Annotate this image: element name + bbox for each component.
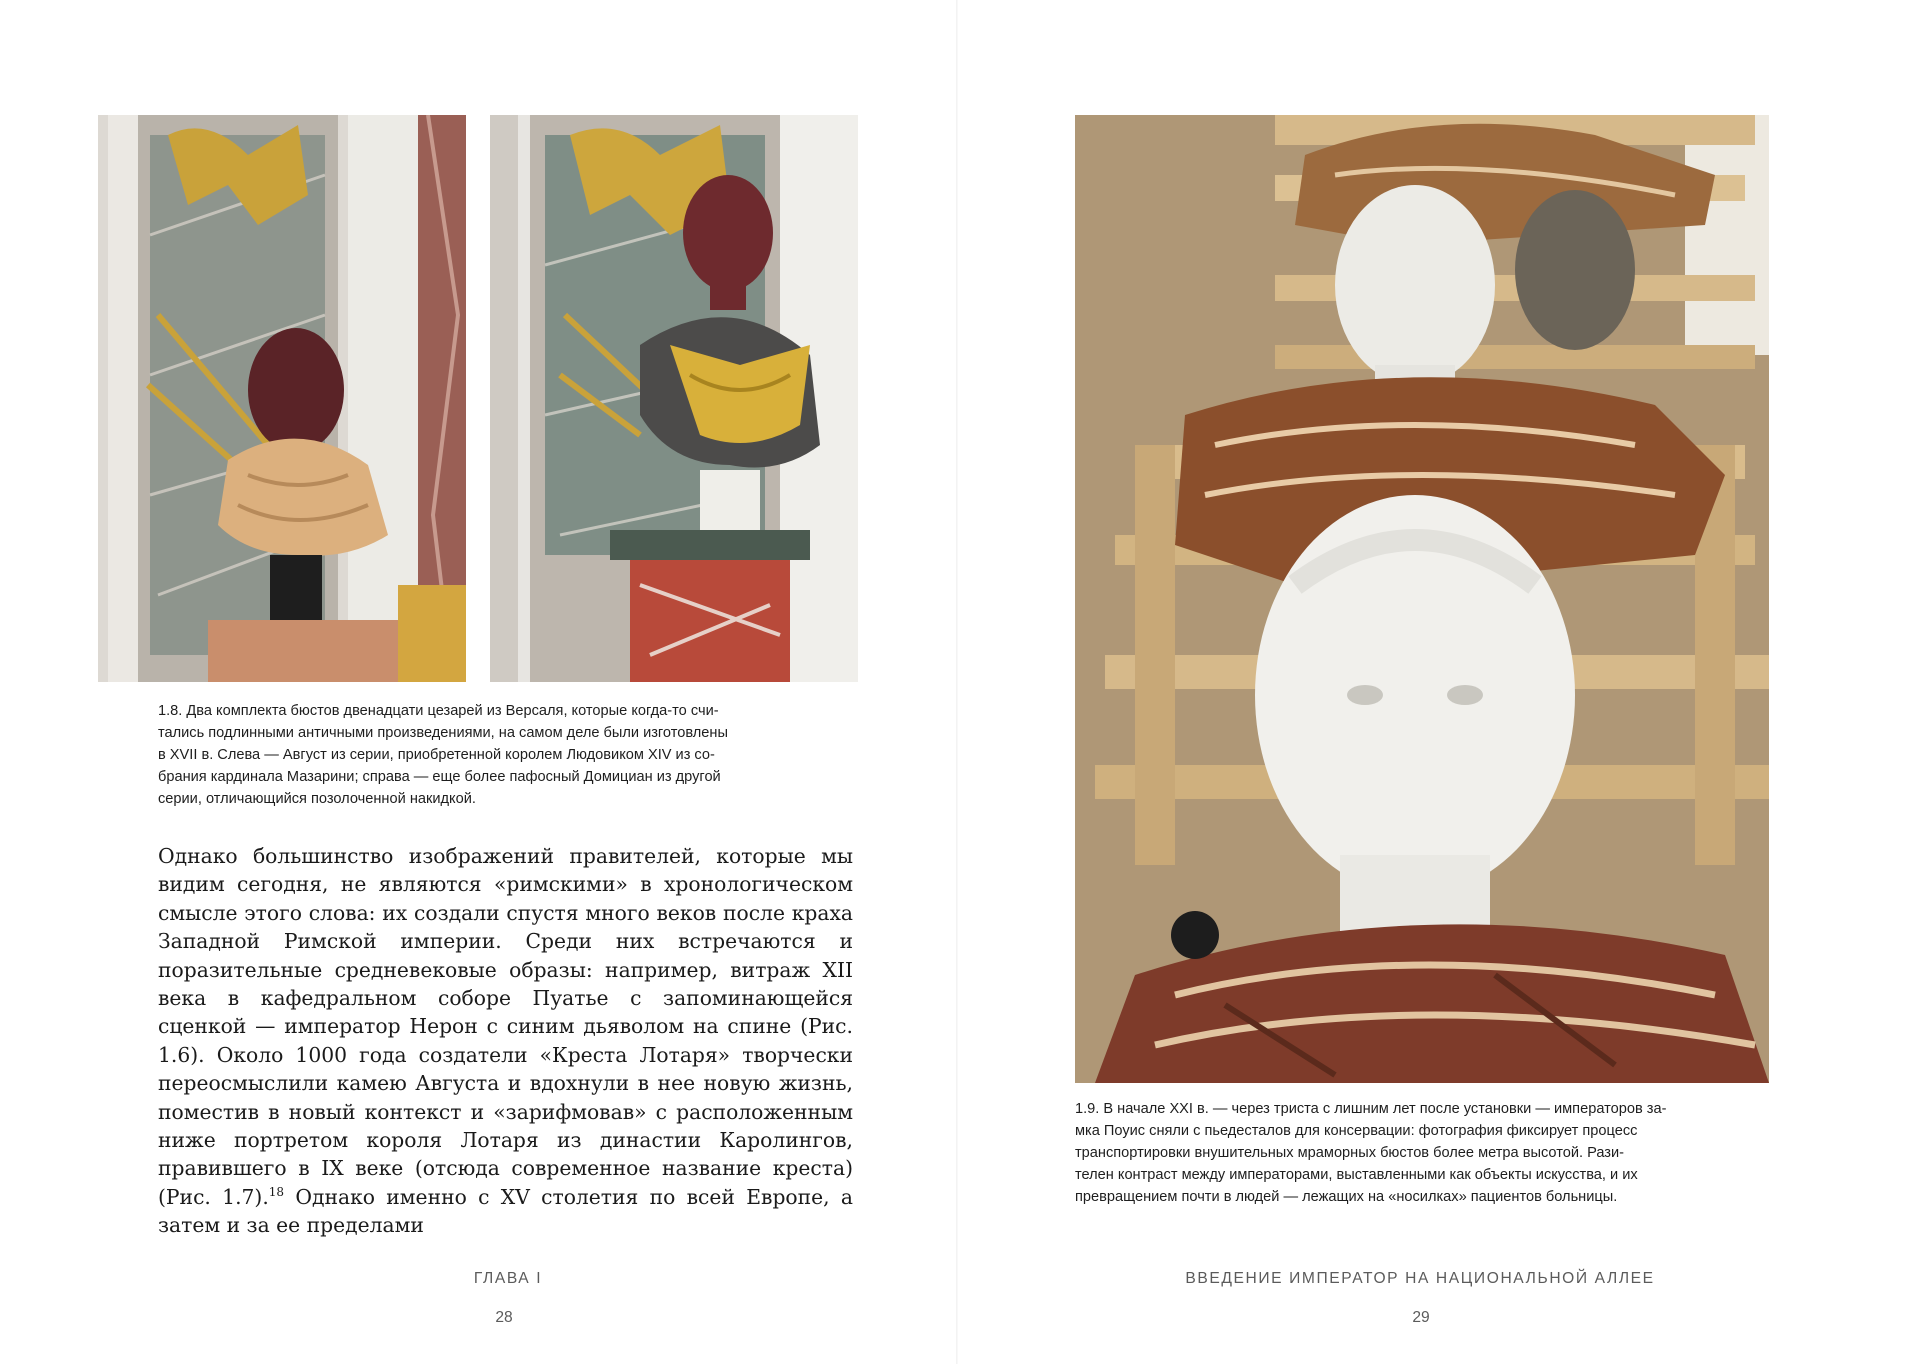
- caption-line: 1.9. В начале XXI в. — через триста с лишним лет после установки — императоров за-: [1075, 1101, 1667, 1117]
- running-head-left: ГЛАВА I: [473, 1270, 543, 1287]
- caption-line: в XVII в. Слева — Август из серии, приобретенной королем Людовиком XIV из со-: [158, 747, 715, 763]
- photo-domitian-bust: [490, 115, 858, 682]
- page-gutter: [956, 0, 958, 1364]
- body-paragraph: [158, 842, 853, 1240]
- figure-caption-1-9: [1075, 1098, 1775, 1208]
- running-head-right: ВВЕДЕНИЕ ИМПЕРАТОР НА НАЦИОНАЛЬНОЙ АЛЛЕЕ: [1185, 1270, 1655, 1287]
- caption-line: серии, отличающийся позолоченной накидкой.: [158, 791, 476, 807]
- caption-line: превращением почти в людей — лежащих на «носилках» пациентов больницы.: [1075, 1189, 1618, 1205]
- page-number-right: 29: [1412, 1309, 1430, 1326]
- photo-augustus-bust: [98, 115, 466, 682]
- body-text-continuation: Однако именно с XV столетия по всей Европе, а затем и за ее пределами: [158, 1184, 853, 1238]
- caption-line: телен контраст между императорами, выставленными как объекты искусства, и их: [1075, 1167, 1638, 1183]
- caption-line: тались подлинными античными произведениями, на самом деле были изготовлены: [158, 725, 728, 741]
- footnote-marker[interactable]: 18: [268, 1185, 285, 1200]
- caption-line: транспортировки внушительных мраморных бюстов более метра высотой. Рази-: [1075, 1145, 1625, 1161]
- photo-powis-busts-on-pallets: [1075, 115, 1769, 1083]
- caption-line: мка Поуис сняли с пьедесталов для консервации: фотография фиксирует процесс: [1075, 1123, 1638, 1139]
- figure-caption-1-8: [158, 700, 858, 810]
- caption-line: 1.8. Два комплекта бюстов двенадцати цезарей из Версаля, которые когда-то счи-: [158, 703, 719, 719]
- page-number-left: 28: [495, 1309, 513, 1326]
- caption-line: брания кардинала Мазарини; справа — еще более пафосный Домициан из другой: [158, 769, 721, 785]
- body-text-main: Однако большинство изображений правителей, которые мы видим сегодня, не являются «римскими» в хронологическом смысле этого слова: их создали спустя много веков после краха Западной Римской империи. Среди них встречаются и поразительные средневековые образы: например, витраж XII века в кафедральном соборе Пуатье с запоминающейся сценкой — император Нерон с синим дьяволом на спине (Рис. 1.6). Около 1000 года создатели «Креста Лотаря» творчески переосмыслили камею Августа и вдохнули в нее новую жизнь, поместив в новый контекст и «зарифмовав» с расположенным ниже портретом короля Лотаря из династии Каролингов, правившего в IX веке (отсюда современное название креста) (Рис. 1.7).: [158, 844, 853, 1209]
